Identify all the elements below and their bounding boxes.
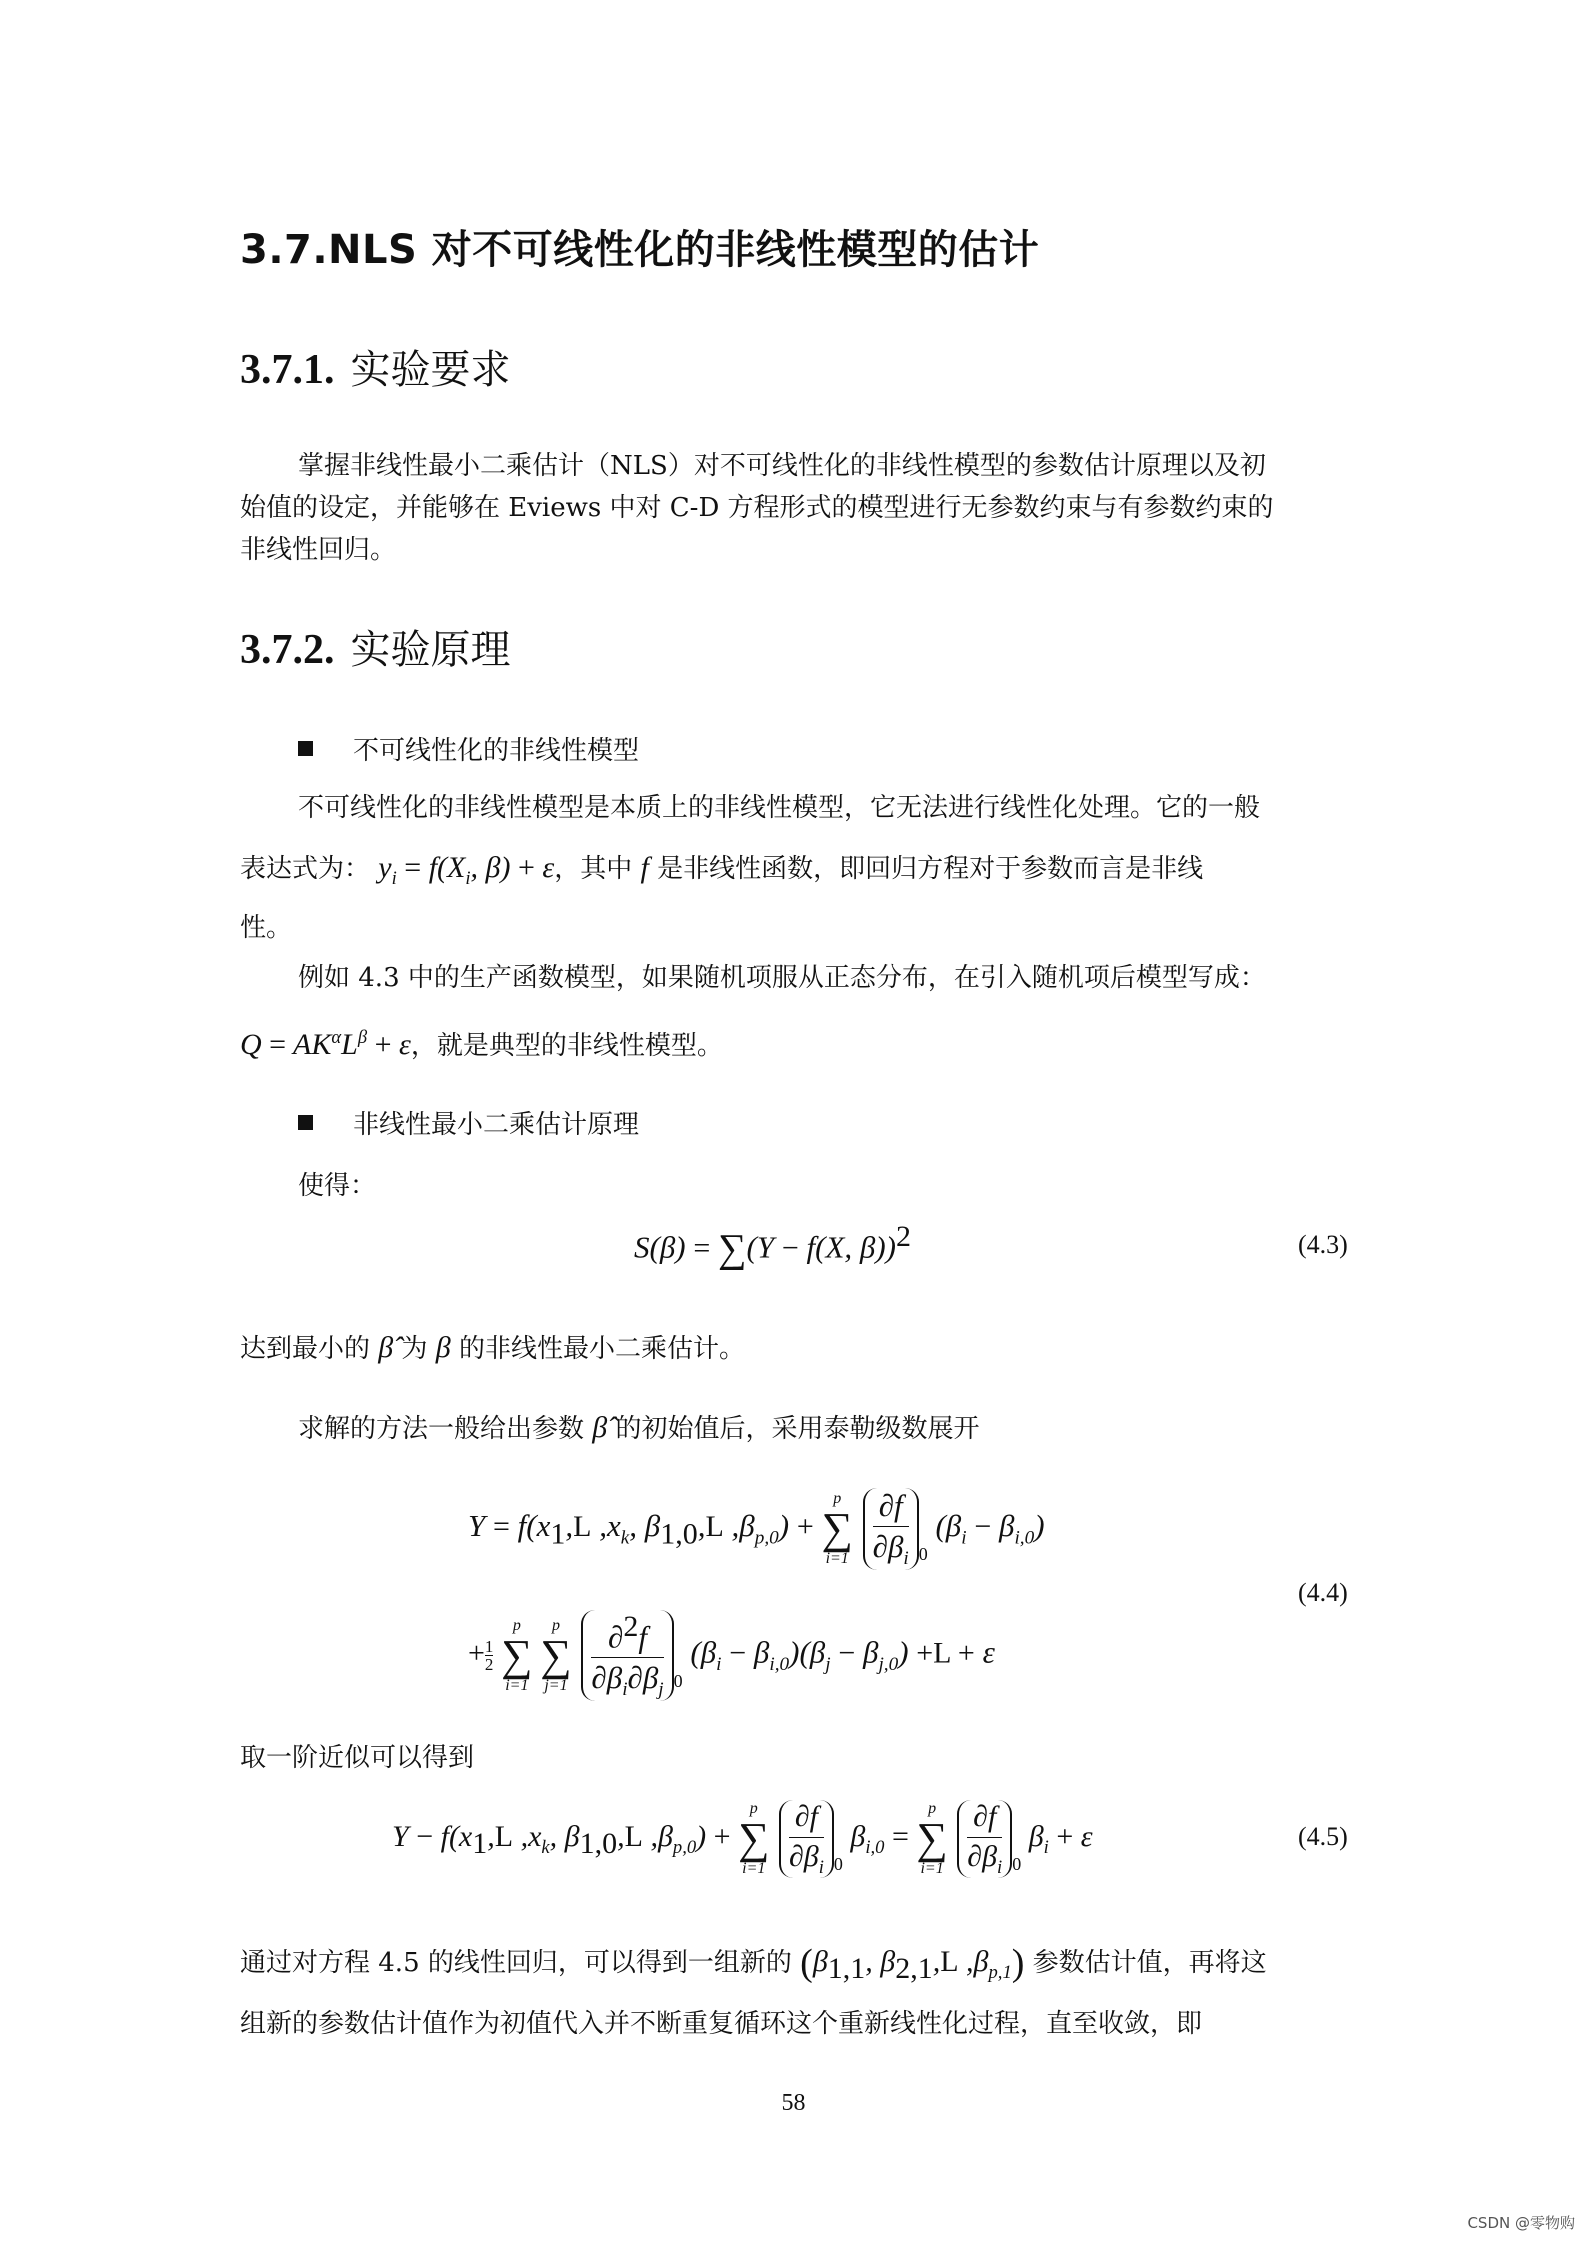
inline-formula-beta-hat: β̂	[592, 1411, 608, 1444]
square-bullet-icon	[298, 741, 313, 756]
subsection-title: 实验要求	[350, 347, 511, 393]
square-bullet-icon	[298, 1115, 313, 1130]
inline-formula-beta: β	[435, 1331, 451, 1364]
subsection-heading-requirements	[240, 338, 511, 395]
summation-symbol: p ∑ i=1	[821, 1489, 853, 1567]
paragraph-line: 掌握非线性最小二乘估计（NLS）对不可线性化的非线性模型的参数估计原理以及初	[298, 451, 1266, 481]
inline-formula-f: f	[640, 851, 649, 884]
bullet-item	[298, 730, 639, 767]
paragraph-line: 不可线性化的非线性模型是本质上的非线性模型，它无法进行线性化处理。它的一般	[298, 793, 1261, 823]
equation-number: (4.5)	[1298, 1822, 1348, 1851]
equation-number: (4.3)	[1298, 1230, 1348, 1259]
summation-symbol: p ∑ i=1	[916, 1799, 948, 1877]
paragraph-line: 取一阶近似可以得到	[240, 1743, 475, 1773]
paragraph-line-with-formula: 达到最小的 β̂ 为 β 的非线性最小二乘估计。	[240, 1331, 746, 1364]
inline-formula-beta-hat: β̂	[378, 1331, 394, 1364]
inline-formula-production-function: $Q = AK^\alpha L^\beta + \varepsilon$	[240, 1027, 411, 1061]
bullet-item	[298, 1104, 639, 1141]
paragraph-line: 使得：	[298, 1171, 377, 1201]
inline-formula-nonlinear-model: $y_i = f(X_i$, β) + ε	[378, 851, 555, 889]
bullet-text: 不可线性化的非线性模型	[353, 736, 640, 766]
watermark: CSDN @零物购	[1467, 2214, 1575, 2232]
summation-symbol: p ∑ i=1	[738, 1799, 770, 1877]
subsection-heading-principle	[240, 618, 511, 675]
summation-symbol: p ∑ i=1	[501, 1616, 533, 1694]
section-title: 3.7.NLS 对不可线性化的非线性模型的估计	[240, 227, 1040, 273]
paragraph-line-with-formula: 通过对方程 4.5 的线性回归，可以得到一组新的 ($\beta_{1,1}$, $\beta_{2,1},L$ $,\beta_{p,1}$) 参数估计值，再将这	[240, 1942, 1267, 1985]
paragraph-line: 非线性回归。	[240, 535, 397, 565]
subsection-number: 3.7.1.	[240, 347, 335, 393]
summation-symbol: p ∑ j=1	[540, 1616, 572, 1694]
paragraph-line-with-formula: $Q = AK^\alpha L^\beta + \varepsilon$，就是典型的非线性模型。	[240, 1027, 723, 1061]
paragraph-line: 例如 4.3 中的生产函数模型，如果随机项服从正态分布，在引入随机项后模型写成：	[298, 963, 1266, 993]
paragraph-line: 组新的参数估计值作为初值代入并不断重复循环这个重新线性化过程，直至收敛，即	[240, 2009, 1203, 2039]
page-number: 58	[781, 2090, 806, 2116]
equation-4-4-line-2: + $\frac{1}{2}$ p ∑ i=1 p ∑ j=1 $\frac{\partial^2f}{\partial\beta_i\partial\beta_j}$ $_0$ $(\beta_i - \beta_{i,0})(\beta_j - \beta_{j,0}) +L + \varepsilon$	[468, 1610, 995, 1701]
paragraph-line-with-formula: 表达式为： $y_i = f(X_i$, β) + ε，其中 f 是非线性函数，即回归方程对于参数而言是非线	[240, 851, 1204, 889]
paragraph-line: 始值的设定，并能够在 Eviews 中对 C-D 方程形式的模型进行无参数约束与有参数约束的	[240, 493, 1274, 523]
paragraph-line-with-formula: 求解的方法一般给出参数 β̂ 的初始值后，采用泰勒级数展开	[298, 1411, 980, 1444]
equation-4-3: S(β) = ∑(Y − f(X, β))$^2$	[634, 1220, 911, 1271]
equation-4-4-line-1: $Y = f(x_1,L$ $,x_k$, $\beta_{1,0},L$ $,\beta_{p,0}$) + p ∑ i=1 $\frac{\partial f}{\partial\beta_i}$ $_0$ $(\beta_i - \beta_{i,0})$	[468, 1488, 1045, 1569]
subsection-title: 实验原理	[350, 627, 511, 673]
inline-formula-new-estimates: ($\beta_{1,1}$, $\beta_{2,1},L$ $,\beta_{p,1}$)	[800, 1942, 1025, 1985]
bullet-text: 非线性最小二乘估计原理	[353, 1110, 640, 1140]
subsection-number: 3.7.2.	[240, 627, 335, 673]
paragraph-line: 性。	[240, 913, 293, 943]
equation-4-5: $Y - f(x_1,L$ $,x_k$, $\beta_{1,0},L$ $,\beta_{p,0}$) + p ∑ i=1 $\frac{\partial f}{\partial\beta_i}$ $_0$ $\beta_{i,0}$ = p ∑ i=1 $\frac{\partial f}{\partial\beta_i}$ $_0$ $\beta_i + \varepsilon$	[392, 1799, 1093, 1878]
equation-number: (4.4)	[1298, 1578, 1348, 1607]
